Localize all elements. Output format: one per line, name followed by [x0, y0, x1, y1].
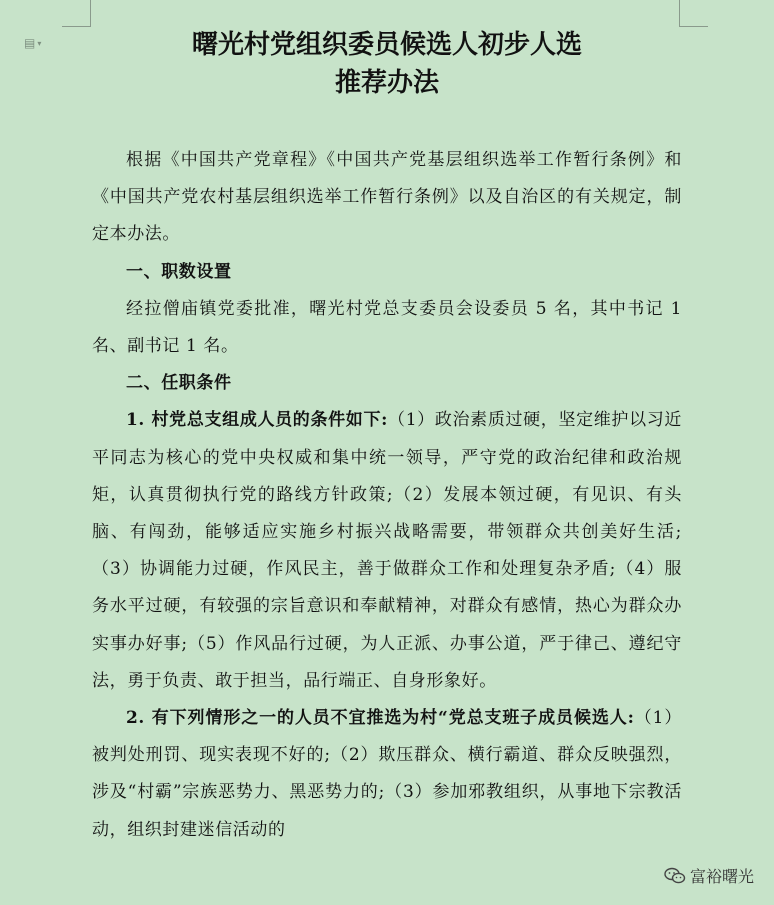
crop-mark-top-right [679, 0, 708, 27]
document-icon[interactable]: ▤ ▾ [24, 36, 42, 50]
wechat-icon [664, 867, 686, 885]
section1-heading: 一、职数设置 [126, 261, 232, 282]
wechat-watermark [662, 864, 756, 887]
section1-paragraph: 经拉僧庙镇党委批准，曙光村党总支委员会设委员 5 名，其中书记 1 名、副书记 1 名。 [92, 298, 682, 357]
crop-mark-top-left [62, 0, 91, 27]
document-body [92, 142, 682, 849]
item2-lead: 2. 有下列情形之一的人员不宜推选为村“党总支班子成员候选人: [126, 708, 635, 729]
title-line-1: 曙光村党组织委员候选人初步人选 [191, 30, 582, 60]
item2-text: （1）被判处刑罚、现实表现不好的;（2）欺压群众、横行霸道、群众反映强烈，涉及“村霸”宗族恶势力、黑恶势力的;（3）参加邪教组织，从事地下宗教活动，组织封建迷信活动的 [92, 708, 682, 840]
item1-text: （1）政治素质过硬，坚定维护以习近平同志为核心的党中央权威和集中统一领导，严守党的政治纪律和政治规矩，认真贯彻执行党的路线方针政策;（2）发展本领过硬，有见识、有头脑、有闯劲，能够适应实施乡村振兴战略需要，带领群众共创美好生活;（3）协调能力过硬，作风民主，善于做群众工作和处理复杂矛盾;（4）服务水平过硬，有较强的宗旨意识和奉献精神，对群众有感情，热心为群众办实事办好事;（5）作风品行过硬，为人正派、办事公道，严于律己、遵纪守法，勇于负责、敢于担当，品行端正、自身形象好。 [92, 410, 683, 691]
wechat-account-name: 富裕曙光 [689, 867, 754, 886]
section2-heading: 二、任职条件 [126, 373, 232, 394]
item1-lead: 1. 村党总支组成人员的条件如下: [126, 410, 388, 431]
page-title [0, 26, 774, 102]
intro-paragraph: 根据《中国共产党章程》《中国共产党基层组织选举工作暂行条例》和《中国共产党农村基层组织选举工作暂行条例》以及自治区的有关规定，制定本办法。 [92, 150, 682, 245]
item2-paragraph [92, 700, 682, 849]
item1-paragraph [92, 402, 682, 700]
title-line-2: 推荐办法 [334, 68, 439, 98]
chevron-down-icon: ▾ [37, 39, 42, 48]
